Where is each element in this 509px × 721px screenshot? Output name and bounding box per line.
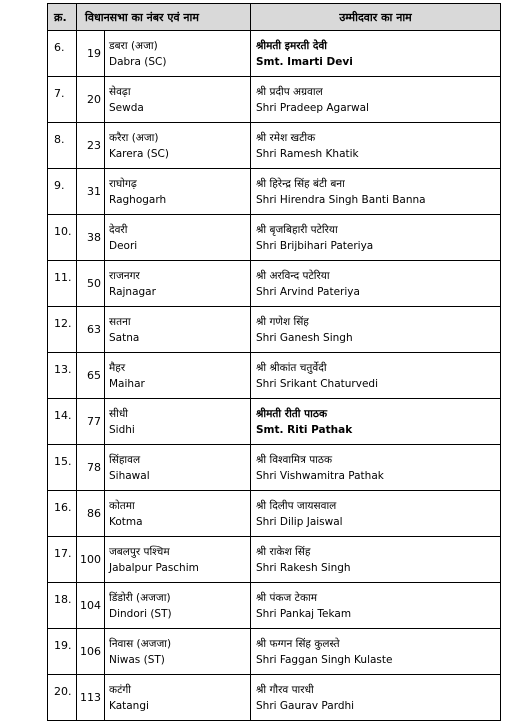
- constituency-name-cell: [105, 307, 251, 353]
- constituency-name-cell: [105, 399, 251, 445]
- constituency-name-english: Maihar: [109, 377, 145, 390]
- constituency-name-hindi: सीधी: [109, 407, 128, 420]
- candidate-name-hindi: श्री पंकज टेकाम: [256, 591, 318, 604]
- constituency-name-hindi: सेवढ़ा: [109, 85, 131, 98]
- candidate-name-cell: [251, 215, 501, 261]
- constituency-name-hindi: राघोगढ़: [109, 177, 137, 190]
- serial-cell: 18.: [48, 583, 77, 629]
- table-row: [48, 629, 501, 675]
- constituency-number-cell: 104: [77, 583, 105, 629]
- constituency-number-cell: 77: [77, 399, 105, 445]
- serial-cell: 20.: [48, 675, 77, 721]
- constituency-number-cell: 19: [77, 31, 105, 77]
- constituency-number-cell: 106: [77, 629, 105, 675]
- table-row: [48, 353, 501, 399]
- candidate-name-cell: [251, 445, 501, 491]
- candidate-name-english: Shri Arvind Pateriya: [256, 285, 360, 298]
- candidate-name-cell: [251, 491, 501, 537]
- constituency-name-english: Niwas (ST): [109, 653, 165, 666]
- constituency-name-cell: [105, 215, 251, 261]
- constituency-name-english: Karera (SC): [109, 147, 169, 160]
- candidate-name-hindi: श्री फग्गन सिंह कुलस्ते: [256, 637, 340, 650]
- header-candidate: उम्मीदवार का नाम: [251, 4, 501, 31]
- constituency-name-english: Dindori (ST): [109, 607, 172, 620]
- serial-cell: 11.: [48, 261, 77, 307]
- constituency-number-cell: 23: [77, 123, 105, 169]
- constituency-number-cell: 50: [77, 261, 105, 307]
- candidate-name-cell: [251, 261, 501, 307]
- candidate-name-hindi: श्री श्रीकांत चतुर्वेदी: [256, 361, 327, 374]
- constituency-name-cell: [105, 445, 251, 491]
- candidate-name-hindi: श्री हिरेन्द्र सिंह बंटी बना: [256, 177, 345, 190]
- candidate-name-cell: [251, 307, 501, 353]
- candidate-name-english: Shri Ganesh Singh: [256, 331, 353, 344]
- constituency-name-hindi: देवरी: [109, 223, 128, 236]
- table-row: [48, 537, 501, 583]
- candidate-name-cell: [251, 399, 501, 445]
- candidate-name-cell: [251, 77, 501, 123]
- constituency-name-cell: [105, 675, 251, 721]
- serial-cell: 14.: [48, 399, 77, 445]
- candidate-name-english: Shri Pankaj Tekam: [256, 607, 352, 620]
- table-row: [48, 169, 501, 215]
- table-row: [48, 77, 501, 123]
- candidate-name-hindi: श्री विश्वामित्र पाठक: [256, 453, 333, 466]
- candidate-table: [47, 3, 501, 721]
- candidate-name-english: Shri Faggan Singh Kulaste: [256, 653, 393, 666]
- constituency-name-cell: [105, 583, 251, 629]
- constituency-name-hindi: कटंगी: [109, 683, 131, 696]
- serial-cell: 9.: [48, 169, 77, 215]
- candidate-name-hindi: श्रीमती इमरती देवी: [256, 39, 328, 52]
- candidate-name-hindi: श्री प्रदीप अग्रवाल: [256, 85, 323, 98]
- constituency-name-english: Sihawal: [109, 469, 150, 482]
- constituency-number-cell: 63: [77, 307, 105, 353]
- table-row: [48, 583, 501, 629]
- candidate-name-hindi: श्री बृजबिहारी पटेरिया: [256, 223, 338, 236]
- constituency-name-english: Satna: [109, 331, 140, 344]
- constituency-name-english: Deori: [109, 239, 138, 252]
- table-body: [48, 31, 501, 721]
- constituency-number-cell: 38: [77, 215, 105, 261]
- constituency-number-cell: 20: [77, 77, 105, 123]
- table-row: [48, 399, 501, 445]
- serial-cell: 7.: [48, 77, 77, 123]
- serial-cell: 8.: [48, 123, 77, 169]
- candidate-name-english: Shri Ramesh Khatik: [256, 147, 359, 160]
- constituency-number-cell: 78: [77, 445, 105, 491]
- constituency-name-english: Kotma: [109, 515, 143, 528]
- candidate-name-english: Shri Dilip Jaiswal: [256, 515, 343, 528]
- constituency-name-cell: [105, 169, 251, 215]
- constituency-number-cell: 65: [77, 353, 105, 399]
- constituency-name-english: Dabra (SC): [109, 55, 167, 68]
- serial-cell: 12.: [48, 307, 77, 353]
- constituency-name-cell: [105, 353, 251, 399]
- constituency-number-cell: 113: [77, 675, 105, 721]
- candidate-name-cell: [251, 123, 501, 169]
- serial-cell: 15.: [48, 445, 77, 491]
- constituency-name-hindi: डिंडोरी (अजजा): [109, 591, 171, 604]
- candidate-name-hindi: श्री अरविन्द पटेरिया: [256, 269, 330, 282]
- serial-cell: 13.: [48, 353, 77, 399]
- constituency-number-cell: 100: [77, 537, 105, 583]
- candidate-name-english: Smt. Imarti Devi: [256, 55, 353, 68]
- constituency-number-cell: 86: [77, 491, 105, 537]
- constituency-name-cell: [105, 31, 251, 77]
- candidate-name-cell: [251, 169, 501, 215]
- header-serial: क्र.: [48, 4, 77, 31]
- serial-cell: 16.: [48, 491, 77, 537]
- constituency-name-hindi: निवास (अजजा): [109, 637, 172, 650]
- table-header-row: [48, 4, 501, 31]
- constituency-name-english: Raghogarh: [109, 193, 167, 206]
- serial-cell: 17.: [48, 537, 77, 583]
- table-row: [48, 31, 501, 77]
- table-row: [48, 261, 501, 307]
- constituency-name-cell: [105, 261, 251, 307]
- candidate-name-hindi: श्री गौरव पारधी: [256, 683, 314, 696]
- table-row: [48, 215, 501, 261]
- candidate-name-hindi: श्री दिलीप जायसवाल: [256, 499, 337, 512]
- constituency-name-english: Sewda: [109, 101, 144, 114]
- constituency-name-english: Katangi: [109, 699, 149, 712]
- candidate-name-cell: [251, 31, 501, 77]
- serial-cell: 10.: [48, 215, 77, 261]
- candidate-name-cell: [251, 675, 501, 721]
- constituency-name-hindi: सतना: [109, 315, 131, 328]
- header-assembly: विधानसभा का नंबर एवं नाम: [77, 4, 251, 31]
- candidate-name-hindi: श्री गणेश सिंह: [256, 315, 309, 328]
- table-row: [48, 675, 501, 721]
- constituency-name-english: Rajnagar: [109, 285, 156, 298]
- constituency-name-hindi: कोतमा: [109, 499, 135, 512]
- constituency-name-hindi: राजनगर: [109, 269, 140, 282]
- candidate-name-english: Smt. Riti Pathak: [256, 423, 353, 436]
- constituency-name-english: Sidhi: [109, 423, 135, 436]
- candidate-name-english: Shri Vishwamitra Pathak: [256, 469, 384, 482]
- candidate-name-english: Shri Srikant Chaturvedi: [256, 377, 378, 390]
- candidate-name-english: Shri Hirendra Singh Banti Banna: [256, 193, 426, 206]
- table-row: [48, 123, 501, 169]
- candidate-name-cell: [251, 537, 501, 583]
- constituency-number-cell: 31: [77, 169, 105, 215]
- candidate-name-english: Shri Pradeep Agarwal: [256, 101, 369, 114]
- constituency-name-cell: [105, 629, 251, 675]
- serial-cell: 6.: [48, 31, 77, 77]
- constituency-name-english: Jabalpur Paschim: [109, 561, 199, 574]
- candidate-name-cell: [251, 583, 501, 629]
- table-row: [48, 307, 501, 353]
- candidate-name-hindi: श्री राकेश सिंह: [256, 545, 311, 558]
- candidate-name-english: Shri Rakesh Singh: [256, 561, 351, 574]
- table-row: [48, 491, 501, 537]
- candidate-name-english: Shri Gaurav Pardhi: [256, 699, 355, 712]
- candidate-list-document: [47, 3, 500, 721]
- constituency-name-hindi: मैहर: [109, 361, 126, 374]
- candidate-name-hindi: श्रीमती रीती पाठक: [256, 407, 328, 420]
- candidate-name-hindi: श्री रमेश खटीक: [256, 131, 316, 144]
- candidate-name-cell: [251, 353, 501, 399]
- constituency-name-cell: [105, 123, 251, 169]
- constituency-name-hindi: करैरा (अजा): [109, 131, 159, 144]
- constituency-name-hindi: सिंहावल: [109, 453, 141, 466]
- constituency-name-cell: [105, 537, 251, 583]
- table-row: [48, 445, 501, 491]
- candidate-name-cell: [251, 629, 501, 675]
- constituency-name-hindi: जबलपुर पश्चिम: [109, 545, 170, 558]
- constituency-name-cell: [105, 77, 251, 123]
- serial-cell: 19.: [48, 629, 77, 675]
- constituency-name-hindi: डबरा (अजा): [109, 39, 158, 52]
- constituency-name-cell: [105, 491, 251, 537]
- candidate-name-english: Shri Brijbihari Pateriya: [256, 239, 374, 252]
